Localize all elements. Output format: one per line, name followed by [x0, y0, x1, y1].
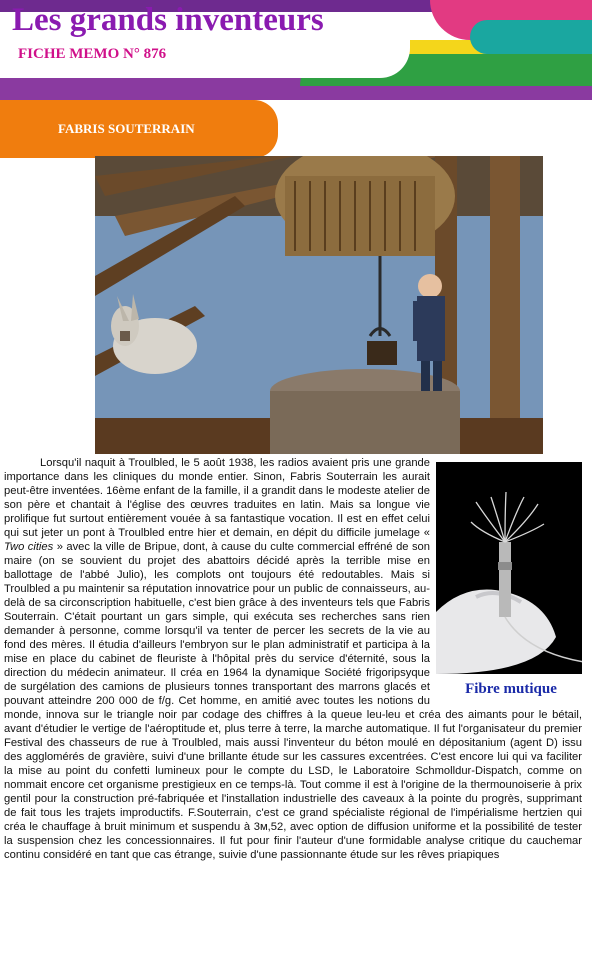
figure-caption: Fibre mutique	[465, 681, 557, 697]
inventor-name: FABRIS SOUTERRAIN	[58, 121, 195, 136]
fiber-illustration	[436, 462, 582, 674]
fiber-photo	[436, 462, 582, 674]
band-teal	[470, 20, 592, 54]
mill-scene-illustration	[95, 156, 543, 454]
article-italic-term: Two cities	[4, 541, 54, 553]
article-body	[4, 456, 582, 974]
article-text-part-2: » avec la ville de Bripue, dont, à cause du culte commercial effréné de son maire (on se souvient du projet des abattoirs décidé après la terrible mise en ballottage de l'abbé Julio), les complots ont toujours été redoutables. Mais si Troulbled a pu maintenir sa réputation innovatrice pour un public de connaisseurs, au-delà de sa circonscription habituelle, c'est bien grâce à des inventeurs tels que Fabris Souterrain. C'était pourtant un gars simple, qui exécuta ses recherches sans rien demander à personne, comme lorsqu'il va tenter de percer les secrets de la vie au fond des mères. Il étudia d'ailleurs l'embryon sur le plan administratif et participa à la mise en place du cabinet de fleuriste à l'hôpital près du service d'éternité, sous la direction du médecin animateur. Il créa en 1964 la dynamique Société frigoripsyque de surgélation des camions de plusieurs tonnes transportant des marrons glacés et pouvant atteindre 200 000 de f/g. Cet homme, en amitié avec toutes les notions du monde, innova sur le triangle noir par codage des chiffres à la queue leu-leu et créa des aimants pour le bétail, avant d'étudier le vertige de l'aéroptitude et, plus terre à terre, la marche automatique. Il fut l'organisateur du premier Festival des chasseurs de rue à Troulbled, mais aussi l'inventeur du béton moulé en dépositanium (agent D) issu des agglomérés de gravière, suivi d'une brillante étude sur les cassures excentrées. C'est encore lui qui va faciliter la mise au point du confetti lumineux pour le compte du LSD, le Laboratoire Schmolldur-Dispatch, comme on nommait encore cet organisme prestigieux en ce temps-là. Tout comme il est à l'origine de la thermounoiserie à prix gentil pour la construction pré-fabriquée et l'installation industrielle des caveaux à la pointe du progrès, supprimant de fait tous les trajets improductifs. F.Souterrain, c'est ce grand spécialiste régional de l'impérialisme hertzien qui créa le chauffage à bruit minimum et suspendu à 3м,52, avec option de diffusion uniforme et la possibilité de tester la suspension chez les concessionnaires. Il fut pour finir l'auteur d'une formidable analyse critique du cauchemar continu considéré en tant que cas étrange, suivie d'une passionnante étude sur les rêves priapiques	[4, 541, 582, 861]
main-photo	[95, 156, 543, 454]
header-banner	[0, 0, 592, 160]
page-title: Les grands inventeurs	[12, 2, 324, 38]
article-text-part-1: Lorsqu'il naquit à Troulbled, le 5 août 1938, les radios avaient pris une grande importance dans les cliniques du monde entier. Sinon, Fabris Souterrain les aurait peut-être inventées. 16ème enfant de la famille, il a grandit dans le modeste atelier de son père et chantait à l'église des œuvres traduites en latin. Mais sa longue vie prolifique fut surtout entièrement vouée à sa fantastique vocation. Il est en effet celui qui sut jeter un pont à Troulbled entre hier et demain, en dépit du difficile jumelage «	[4, 457, 430, 539]
memo-number: FICHE MEMO N° 876	[18, 46, 167, 62]
fiber-figure	[436, 462, 582, 707]
